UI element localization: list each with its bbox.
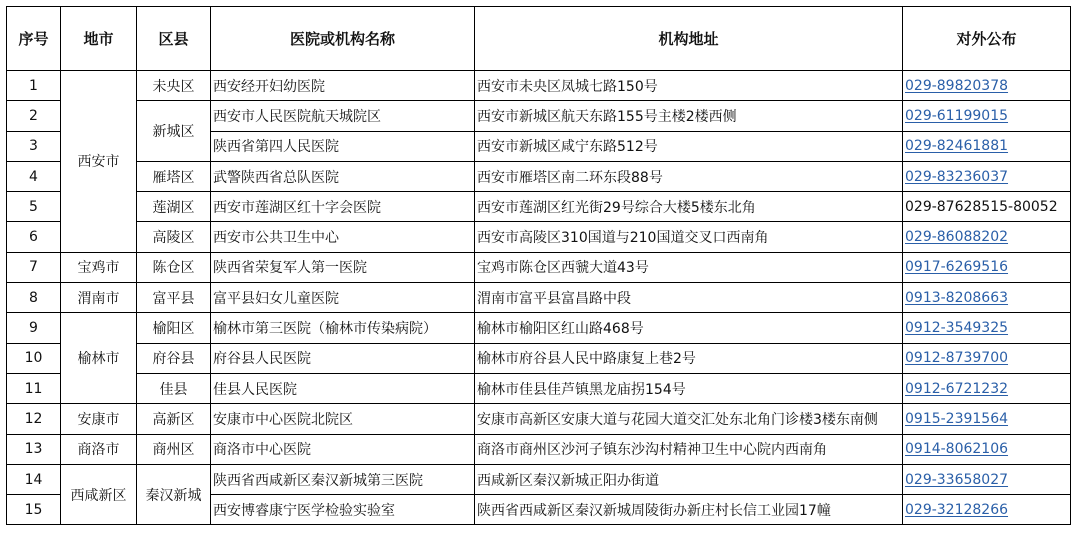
row-name: 榆林市第三医院（榆林市传染病院） [211, 313, 475, 343]
row-phone-cell [903, 222, 1071, 252]
header-address: 机构地址 [475, 7, 903, 71]
table-row [7, 343, 1071, 373]
table-row [7, 373, 1071, 403]
phone-link[interactable]: 029-86088202 [905, 229, 1009, 246]
header-name: 医院或机构名称 [211, 7, 475, 71]
row-index: 10 [7, 343, 61, 373]
table-body [7, 71, 1071, 525]
table-row [7, 283, 1071, 313]
row-city: 渭南市 [61, 283, 137, 313]
header-city: 地市 [61, 7, 137, 71]
row-city: 安康市 [61, 404, 137, 434]
table-row [7, 464, 1071, 494]
row-district: 陈仓区 [137, 252, 211, 282]
header-district: 区县 [137, 7, 211, 71]
phone-link[interactable]: 0913-8208663 [905, 289, 1009, 306]
phone-link[interactable]: 0915-2391564 [905, 410, 1009, 427]
row-phone-cell [903, 495, 1071, 525]
row-name: 武警陕西省总队医院 [211, 161, 475, 191]
row-name: 佳县人民医院 [211, 373, 475, 403]
row-name: 西安市莲湖区红十字会医院 [211, 192, 475, 222]
phone-text: 029-87628515-80052 [905, 198, 1058, 215]
phone-link[interactable]: 029-32128266 [905, 501, 1009, 518]
row-address: 榆林市府谷县人民中路康复上巷2号 [475, 343, 903, 373]
row-phone-cell [903, 131, 1071, 161]
table-row [7, 252, 1071, 282]
row-city: 商洛市 [61, 434, 137, 464]
row-address: 陕西省西咸新区秦汉新城周陵街办新庄村长信工业园17幢 [475, 495, 903, 525]
row-address: 宝鸡市陈仓区西虢大道43号 [475, 252, 903, 282]
row-district: 富平县 [137, 283, 211, 313]
table-row [7, 434, 1071, 464]
row-phone-cell [903, 313, 1071, 343]
row-name: 陕西省荣复军人第一医院 [211, 252, 475, 282]
table-wrapper [6, 6, 1071, 525]
header-phone: 对外公布 [903, 7, 1071, 71]
row-address: 安康市高新区安康大道与花园大道交汇处东北角门诊楼3楼东南侧 [475, 404, 903, 434]
row-city: 宝鸡市 [61, 252, 137, 282]
row-index: 12 [7, 404, 61, 434]
row-index: 14 [7, 464, 61, 494]
row-address: 西安市新城区咸宁东路512号 [475, 131, 903, 161]
header-index: 序号 [7, 7, 61, 71]
row-name: 西安市人民医院航天城院区 [211, 101, 475, 131]
phone-link[interactable]: 029-89820378 [905, 77, 1009, 94]
row-phone-cell [903, 252, 1071, 282]
row-phone-cell [903, 101, 1071, 131]
row-index: 9 [7, 313, 61, 343]
row-name: 安康市中心医院北院区 [211, 404, 475, 434]
table-row [7, 161, 1071, 191]
table-row [7, 101, 1071, 131]
phone-link[interactable]: 029-82461881 [905, 138, 1009, 155]
row-address: 西咸新区秦汉新城正阳办街道 [475, 464, 903, 494]
row-index: 13 [7, 434, 61, 464]
row-name: 陕西省第四人民医院 [211, 131, 475, 161]
row-name: 西安市公共卫生中心 [211, 222, 475, 252]
row-district: 新城区 [137, 101, 211, 162]
row-address: 渭南市富平县富昌路中段 [475, 283, 903, 313]
phone-link[interactable]: 0912-6721232 [905, 380, 1009, 397]
table-row [7, 404, 1071, 434]
hospital-table [6, 6, 1071, 525]
row-district: 府谷县 [137, 343, 211, 373]
row-index: 3 [7, 131, 61, 161]
row-address: 西安市莲湖区红光街29号综合大楼5楼东北角 [475, 192, 903, 222]
row-index: 7 [7, 252, 61, 282]
row-index: 2 [7, 101, 61, 131]
row-address: 榆林市佳县佳芦镇黑龙庙拐154号 [475, 373, 903, 403]
row-phone-cell [903, 71, 1071, 101]
row-name: 商洛市中心医院 [211, 434, 475, 464]
row-index: 11 [7, 373, 61, 403]
phone-link[interactable]: 029-33658027 [905, 471, 1009, 488]
row-district: 高陵区 [137, 222, 211, 252]
phone-link[interactable]: 029-61199015 [905, 107, 1009, 124]
row-name: 西安博睿康宁医学检验实验室 [211, 495, 475, 525]
row-index: 5 [7, 192, 61, 222]
row-phone-cell [903, 464, 1071, 494]
row-address: 商洛市商州区沙河子镇东沙沟村精神卫生中心院内西南角 [475, 434, 903, 464]
row-district: 商州区 [137, 434, 211, 464]
row-phone-cell [903, 434, 1071, 464]
row-address: 西安市新城区航天东路155号主楼2楼西侧 [475, 101, 903, 131]
row-city: 西咸新区 [61, 464, 137, 525]
row-phone-cell [903, 192, 1071, 222]
table-row [7, 192, 1071, 222]
row-phone-cell [903, 283, 1071, 313]
phone-link[interactable]: 029-83236037 [905, 168, 1009, 185]
row-address: 西安市未央区凤城七路150号 [475, 71, 903, 101]
row-city: 榆林市 [61, 313, 137, 404]
row-name: 西安经开妇幼医院 [211, 71, 475, 101]
table-row [7, 313, 1071, 343]
row-district: 雁塔区 [137, 161, 211, 191]
row-phone-cell [903, 343, 1071, 373]
row-district: 高新区 [137, 404, 211, 434]
header-row [7, 7, 1071, 71]
row-district: 榆阳区 [137, 313, 211, 343]
table-row [7, 222, 1071, 252]
row-name: 陕西省西咸新区秦汉新城第三医院 [211, 464, 475, 494]
row-index: 1 [7, 71, 61, 101]
row-phone-cell [903, 404, 1071, 434]
row-name: 富平县妇女儿童医院 [211, 283, 475, 313]
row-index: 8 [7, 283, 61, 313]
row-district: 未央区 [137, 71, 211, 101]
table-row [7, 71, 1071, 101]
row-index: 4 [7, 161, 61, 191]
row-city: 西安市 [61, 71, 137, 253]
row-district: 莲湖区 [137, 192, 211, 222]
row-index: 15 [7, 495, 61, 525]
phone-link[interactable]: 0912-8739700 [905, 350, 1009, 367]
row-name: 府谷县人民医院 [211, 343, 475, 373]
row-phone-cell [903, 373, 1071, 403]
phone-link[interactable]: 0912-3549325 [905, 320, 1009, 337]
row-index: 6 [7, 222, 61, 252]
phone-link[interactable]: 0917-6269516 [905, 259, 1009, 276]
row-district: 佳县 [137, 373, 211, 403]
row-district: 秦汉新城 [137, 464, 211, 525]
phone-link[interactable]: 0914-8062106 [905, 441, 1009, 458]
row-phone-cell [903, 161, 1071, 191]
row-address: 榆林市榆阳区红山路468号 [475, 313, 903, 343]
row-address: 西安市雁塔区南二环东段88号 [475, 161, 903, 191]
row-address: 西安市高陵区310国道与210国道交叉口西南角 [475, 222, 903, 252]
